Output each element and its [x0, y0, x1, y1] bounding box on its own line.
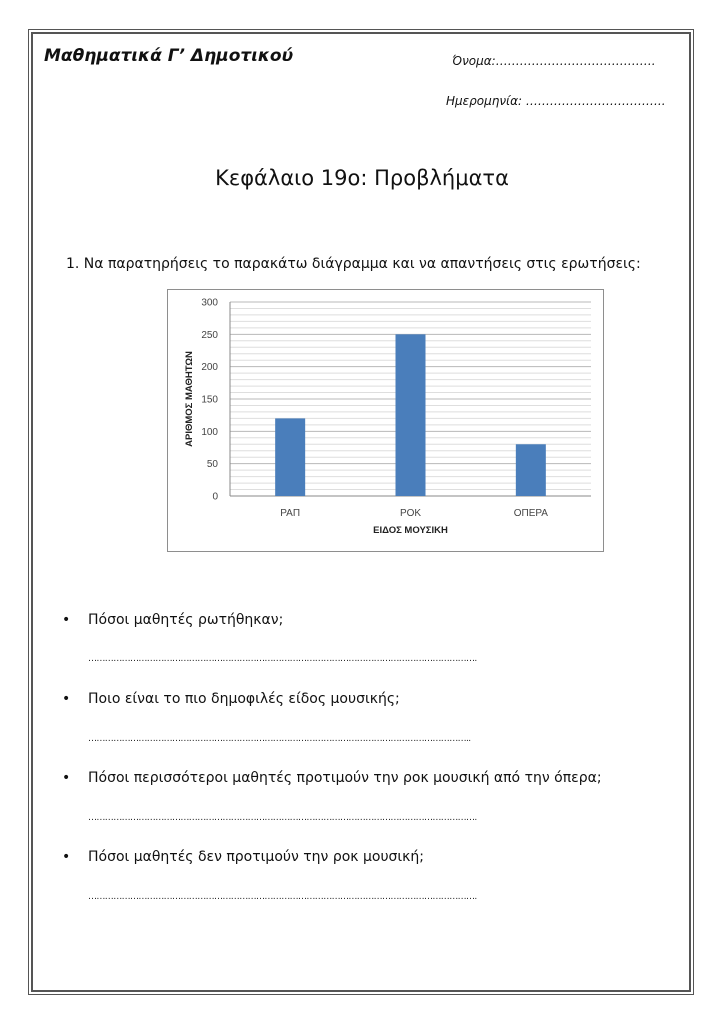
subject-title: Μαθηματικά Γ’ Δημοτικού [44, 46, 294, 66]
bar-3 [516, 444, 546, 496]
date-field: Ημερομηνία: …………………………….. [446, 94, 666, 108]
y-tick-label: 150 [201, 394, 218, 406]
y-axis-title: ΑΡΙΘΜΟΣ ΜΑΘΗΤΩΝ [184, 351, 195, 447]
bullet-question-text: Ποιο είναι το πιο δημοφιλές είδος μουσικής; [88, 691, 400, 707]
y-tick-label: 100 [201, 426, 218, 438]
bullet-question-text: Πόσοι μαθητές ρωτήθηκαν; [88, 612, 284, 628]
bar-2 [396, 334, 426, 496]
bullet-icon: • [62, 691, 71, 707]
bar-chart [167, 289, 604, 552]
answer-line-4: …………………………………………………………………………………………………………………………. [88, 892, 477, 902]
bullet-question-text: Πόσοι περισσότεροι μαθητές προτιμούν την ροκ μουσική από την όπερα; [88, 770, 602, 786]
y-tick-label: 300 [201, 297, 218, 309]
y-tick-label: 200 [201, 362, 218, 374]
x-axis-title: ΕΙΔΟΣ ΜΟΥΣΙΚΗ [373, 525, 448, 536]
bullet-question-text: Πόσοι μαθητές δεν προτιμούν την ροκ μουσική; [88, 849, 424, 865]
chapter-title: Κεφάλαιο 19ο: Προβλήματα [215, 166, 509, 190]
answer-line-2: ……………………………………………………………………………………………………………………….. [88, 734, 471, 744]
question-1: 1. Να παρατηρήσεις το παρακάτω διάγραμμα και να απαντήσεις στις ερωτήσεις: [66, 256, 641, 272]
bar-chart-svg [168, 290, 605, 553]
answer-line-3: …………………………………………………………………………………………………………………………. [88, 813, 477, 823]
bullet-icon: • [62, 770, 71, 786]
x-tick-label: ΡΑΠ [280, 508, 301, 519]
y-tick-label: 0 [212, 491, 218, 503]
answer-line-1: …………………………………………………………………………………………………………………………. [88, 654, 477, 664]
x-tick-label: ΟΠΕΡΑ [513, 508, 548, 519]
x-tick-label: ΡΟΚ [399, 508, 422, 519]
name-field: Όνομα:…………………………………. [452, 54, 656, 68]
bullet-icon: • [62, 612, 71, 628]
bullet-icon: • [62, 849, 71, 865]
y-tick-label: 250 [201, 329, 218, 341]
bar-1 [275, 418, 305, 496]
y-tick-label: 50 [206, 459, 218, 471]
